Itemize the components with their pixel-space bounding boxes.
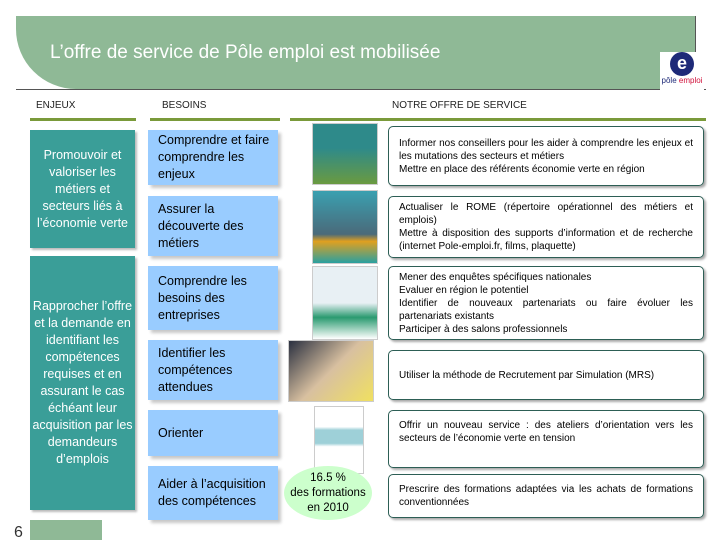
offer-text: Offrir un nouveau service : des ateliers d’orientation vers les secteurs de l’économie verte en tension (399, 420, 693, 444)
page-title: L’offre de service de Pôle emploi est mobilisée (50, 42, 441, 63)
offer-box (388, 474, 704, 518)
besoin-box: Comprendre les besoins des entreprises (148, 266, 278, 330)
document-image (314, 406, 364, 474)
besoin-box: Aider à l’acquisition des compétences (148, 466, 278, 520)
column-bar (150, 118, 280, 121)
column-header-offre: NOTRE OFFRE DE SERVICE (392, 100, 527, 111)
column-bar (290, 118, 706, 121)
photo-image (288, 340, 374, 402)
besoin-box: Assurer la découverte des métiers (148, 196, 278, 256)
offer-box (388, 196, 704, 258)
column-header-enjeux: ENJEUX (36, 100, 76, 111)
logo-mark: e (670, 52, 694, 76)
offer-text: Utiliser la méthode de Recrutement par Simulation (MRS) (399, 369, 655, 381)
stat-label: des formations (290, 486, 366, 499)
offer-box (388, 410, 704, 468)
offer-box (388, 266, 704, 340)
enjeu-box: Rapprocher l’offre et la demande en identifiant les compétences requises et en assurant le cas échéant leur acquisition par les demandeurs d’emplois (30, 256, 135, 510)
brochure-image (312, 123, 378, 185)
divider (16, 89, 706, 90)
enjeu-box: Promouvoir et valoriser les métiers et secteurs liés à l’économie verte (30, 130, 135, 248)
brochure-image (312, 190, 378, 264)
offer-text: Informer nos conseillers pour les aider à comprendre les enjeux et les mutations des secteurs et métiers Mettre en place des référents économie verte en région (399, 137, 693, 175)
offer-text: Actualiser le ROME (répertoire opérationnel des métiers et emplois) Mettre à disposition des supports d’information et de recherche (internet Pole-emploi.fr, films, plaquette) (399, 202, 693, 252)
column-bar (30, 118, 136, 121)
pole-emploi-logo (660, 52, 704, 90)
brochure-image (312, 266, 378, 340)
offer-text: Prescrire des formations adaptées via les achats de formations conventionnées (399, 484, 693, 508)
besoin-box: Identifier les compétences attendues (148, 340, 278, 400)
footer-band (30, 520, 102, 540)
stat-value: 16.5 % (310, 471, 346, 484)
column-header-besoins: BESOINS (162, 100, 207, 111)
offer-text: Mener des enquêtes spécifiques nationales Evaluer en région le potentiel Identifier de nouveaux partenariats ou faire évoluer les partenariats existants Participer à des salons professionnels (399, 271, 693, 335)
offer-box (388, 126, 704, 186)
stat-bubble (284, 466, 372, 520)
page-number: 6 (14, 524, 23, 541)
besoin-box: Comprendre et faire comprendre les enjeux (148, 130, 278, 185)
page-footer (0, 520, 100, 540)
logo-text: pôle emploi (661, 76, 703, 85)
stat-label: en 2010 (307, 501, 349, 514)
besoin-box: Orienter (148, 410, 278, 456)
offer-box (388, 350, 704, 400)
